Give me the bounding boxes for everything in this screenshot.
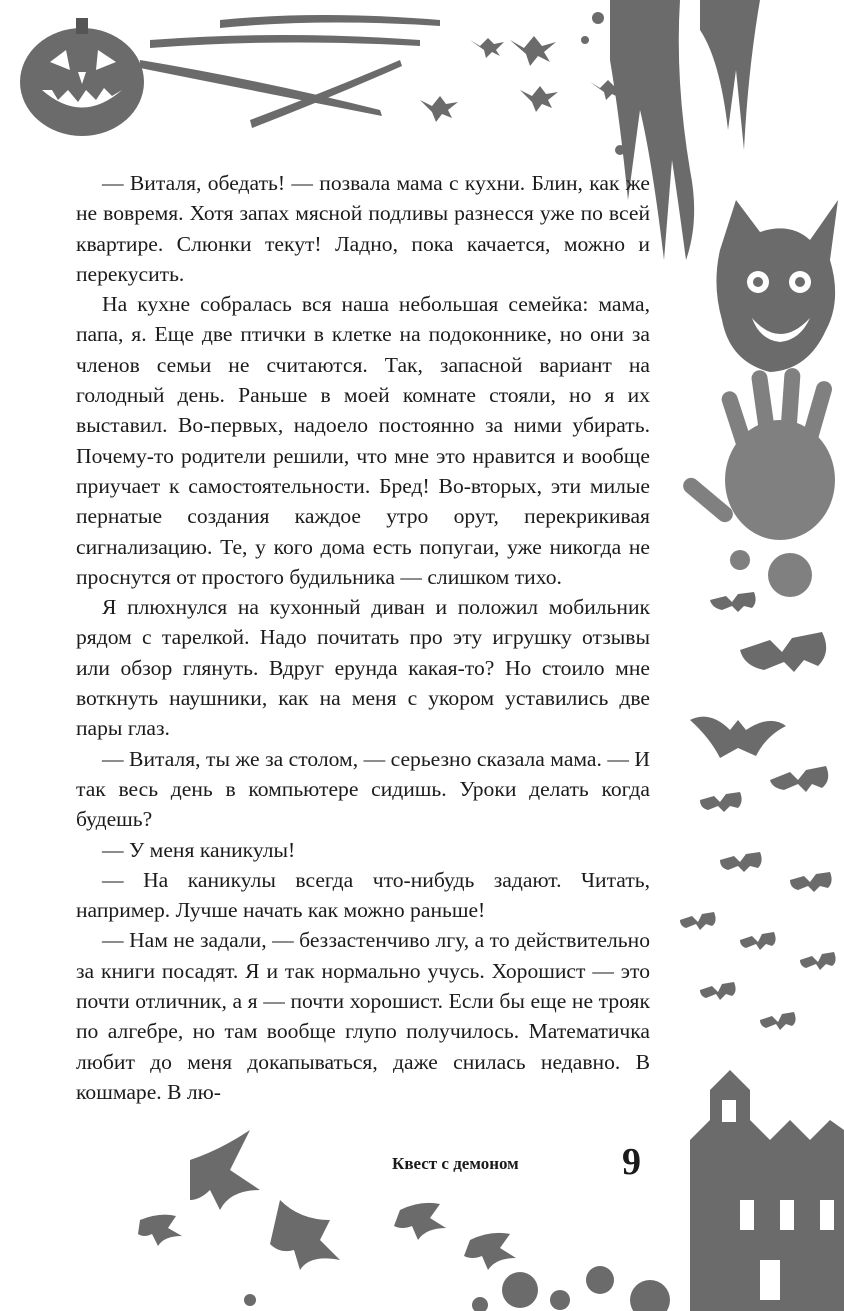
running-footer-title: Квест с демоном <box>392 1154 519 1173</box>
paragraph: На кухне собралась вся наша небольшая семейка: мама, папа, я. Еще две птички в клетке на подоконнике, но они за членов семьи не считаются. Так, запасной вариант на голодный день. Раньше в моей комнате стояли, но я их выставил. Во-первых, надоело постоянно за ними убирать. Почему-то родители решили, что мне это нравится и вообще приучает к самостоятельности. Бред! Во-вторых, эти милые пернатые создания каждое утро орут, перекрикивая сигнализацию. Те, у кого дома есть попугаи, уже никогда не проснутся от простого будильника — слишком тихо. <box>76 292 650 589</box>
main-text <box>76 168 650 1107</box>
paragraph: — Виталя, обедать! — позвала мама с кухни. Блин, как же не вовремя. Хотя запах мясной подливы разнесся уже по всей квартире. Слюнки текут! Ладно, пока качается, можно и перекусить. <box>76 171 650 286</box>
handprint-icon <box>680 368 835 597</box>
paragraph: — На каникулы всегда что-нибудь задают. Читать, например. Лучше начать как можно раньше! <box>76 867 650 923</box>
cat-icon <box>716 200 838 372</box>
paragraph: Я плюхнулся на кухонный диван и положил мобильник рядом с тарелкой. Надо почитать про эту игрушку отзывы или обзор глянуть. Вдруг ерунда какая-то? Но стоило мне воткнуть наушники, как на меня с укором уставились две пары глаз. <box>76 595 650 741</box>
paragraph: — Нам не задали, — беззастенчиво лгу, а то действительно за книги посадят. Я и так нормально учусь. Хорошист — это почти отличник, а я — почти хорошист. Если бы еще не трояк по алгебре, но там вообще глупо получилось. Математичка любит до меня докапываться, даже снилась недавно. В кошмаре. В лю- <box>76 928 650 1104</box>
jack-o-lantern-icon <box>20 18 144 136</box>
castle-icon <box>690 1070 844 1311</box>
page-number: 9 <box>622 1141 641 1183</box>
paragraph: — Виталя, ты же за столом, — серьезно сказала мама. — И так весь день в компьютере сидишь. Уроки делать когда будешь? <box>76 746 650 832</box>
paragraph: — У меня каникулы! <box>102 837 296 862</box>
